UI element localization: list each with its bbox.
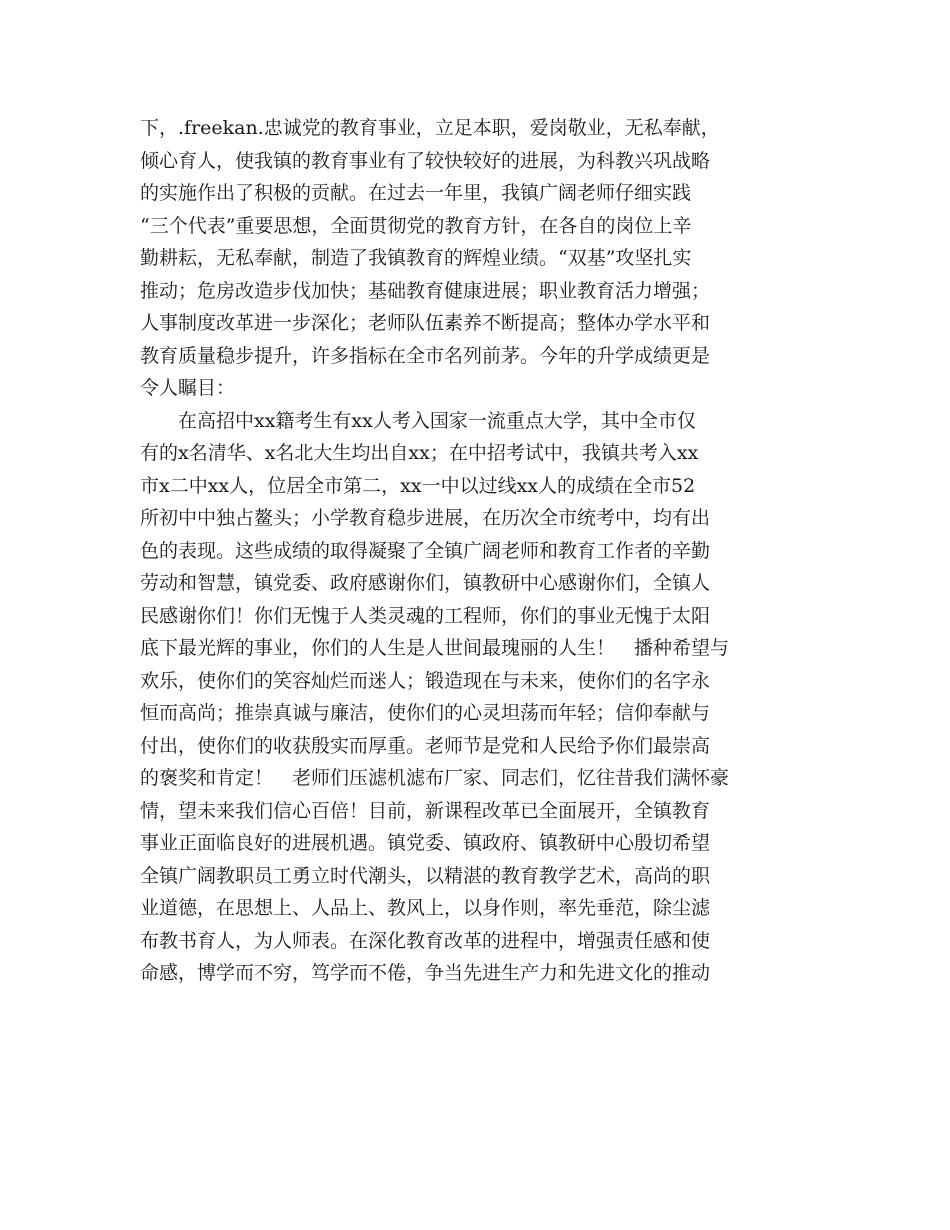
document-body: [140, 112, 820, 990]
text-line: 民感谢你们！你们无愧于人类灵魂的工程师，你们的事业无愧于太阳: [140, 604, 711, 627]
text-line: 教育质量稳步提升，许多指标在全市名列前茅。今年的升学成绩更是: [140, 344, 711, 367]
text-line: 底下最光辉的事业，你们的人生是人世间最瑰丽的人生！ 播种希望与: [140, 637, 730, 659]
paragraph: [140, 112, 820, 405]
text-line: 的实施作出了积极的贡献。在过去一年里，我镇广阔老师仔细实践: [140, 182, 692, 204]
text-line: 命感，博学而不穷，笃学而不倦，争当先进生产力和先进文化的推动: [140, 962, 711, 984]
text-line: 欢乐，使你们的笑容灿烂而迷人；锻造现在与未来，使你们的名字永: [140, 669, 711, 692]
text-line: 倾心育人，使我镇的教育事业有了较快较好的进展，为科教兴巩战略: [140, 149, 711, 172]
text-line: 推动；危房改造步伐加快；基础教育健康进展；职业教育活力增强；: [140, 279, 711, 302]
text-line: 色的表现。这些成绩的取得凝聚了全镇广阔老师和教育工作者的辛勤: [140, 539, 711, 562]
text-line: “三个代表”重要思想，全面贯彻党的教育方针，在各自的岗位上辛: [140, 214, 692, 237]
text-line: 的褒奖和肯定！ 老师们压滤机滤布厂家、同志们，忆往昔我们满怀豪: [140, 767, 730, 789]
text-line: 布教书育人，为人师表。在深化教育改革的进程中，增强责任感和使: [140, 929, 711, 952]
text-line: 恒而高尚；推崇真诚与廉洁，使你们的心灵坦荡而年轻；信仰奉献与: [140, 702, 711, 724]
text-line: 劳动和智慧，镇党委、政府感谢你们，镇教研中心感谢你们，全镇人: [140, 572, 711, 594]
text-line: 所初中中独占鳌头；小学教育稳步进展，在历次全市统考中，均有出: [140, 507, 711, 529]
text-line: 全镇广阔教职员工勇立时代潮头，以精湛的教育教学艺术，高尚的职: [140, 864, 711, 887]
text-line: 人事制度改革进一步深化；老师队伍素养不断提高；整体办学水平和: [140, 312, 711, 334]
text-line: 付出，使你们的收获殷实而厚重。老师节是党和人民给予你们最崇高: [140, 734, 711, 757]
text-line: 情，望未来我们信心百倍！目前，新课程改革已全面展开，全镇教育: [140, 799, 711, 822]
text-line: 下，.freekan.忠诚党的教育事业，立足本职，爱岗敬业，无私奉献，: [140, 117, 720, 139]
paragraph: [140, 405, 820, 990]
text-line: 令人瞩目：: [140, 377, 236, 399]
text-line: 业道德，在思想上、人品上、教风上，以身作则，率先垂范，除尘滤: [140, 897, 711, 919]
text-line: 市x二中xx人，位居全市第二，xx一中以过线xx人的成绩在全市52: [140, 474, 696, 497]
text-line: 有的x名清华、x名北大生均出自xx；在中招考试中，我镇共考入xx: [140, 442, 699, 464]
text-line: 事业正面临良好的进展机遇。镇党委、镇政府、镇教研中心殷切希望: [140, 832, 711, 854]
text-line: 在高招中xx籍考生有xx人考入国家一流重点大学，其中全市仅: [140, 409, 696, 432]
text-line: 勤耕耘，无私奉献，制造了我镇教育的辉煌业绩。“双基”攻坚扎实: [140, 247, 692, 269]
